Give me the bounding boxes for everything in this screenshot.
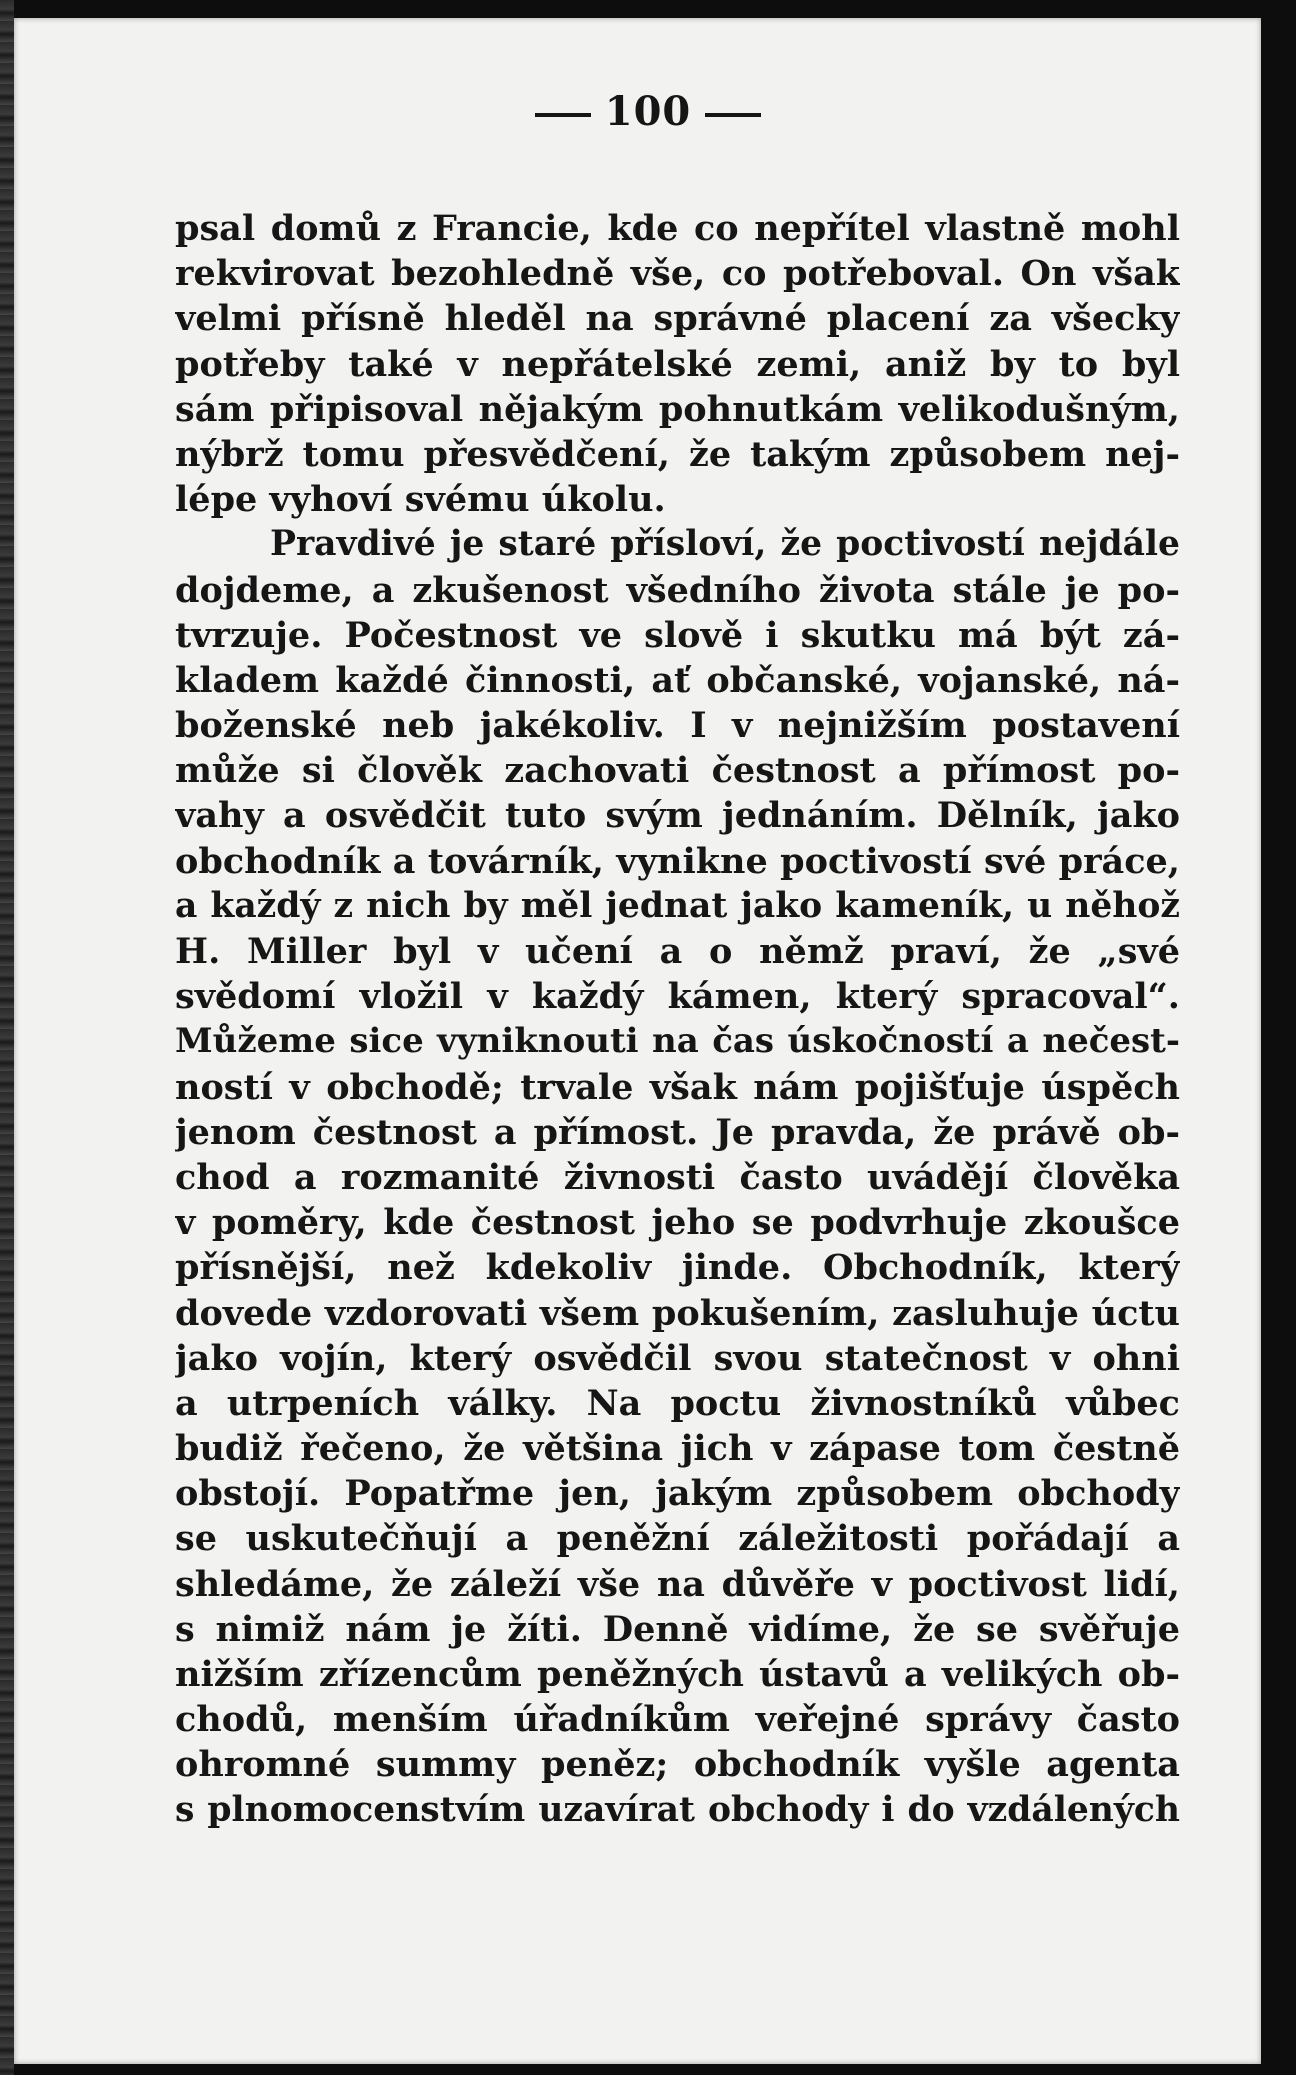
text-line: psal domů z Francie, kde co nepřítel vlastně mohl [175,208,1180,249]
text-line: se uskutečňují a peněžní záležitosti pořádají a [175,1518,1180,1560]
page-number-right-dash [705,113,761,117]
text-line: potřeby také v nepřátelské zemi, aniž by to byl [175,343,1180,385]
text-line: a utrpeních války. Na poctu živnostníků vůbec [175,1382,1180,1424]
page-number [0,88,1296,135]
text-line: chod a rozmanité živnosti často uvádějí člověka [175,1156,1180,1198]
page-number-value: 100 [604,88,692,135]
text-line: chodů, menším úřadníkům veřejné správy často [175,1699,1180,1741]
binding-edge [0,0,14,2075]
text-line: Pravdivé je staré přísloví, že poctivostí nejdále [270,524,1180,565]
text-line: ohromné summy peněz; obchodník vyšle agenta [175,1744,1180,1786]
text-line: nižším zřízencům peněžných ústavů a velikých ob- [175,1654,1180,1695]
text-line: rekvirovat bezohledně vše, co potřeboval. On však [175,253,1180,295]
text-line: lépe vyhoví svému úkolu. [175,479,666,521]
text-line: jako vojín, který osvědčil svou statečnost v ohni [175,1337,1180,1379]
text-line: svědomí vložil v každý kámen, který spracoval“. [175,976,1180,1018]
text-line: a každý z nich by měl jednat jako kameník, u něhož [175,885,1180,926]
text-line: obchodník a továrník, vynikne poctivostí své práce, [175,840,1180,882]
text-line: dovede vzdorovati všem pokušením, zasluhuje úctu [175,1292,1180,1334]
text-line: budiž řečeno, že většina jich v zápase tom čestně [175,1428,1180,1470]
text-line: tvrzuje. Počestnost ve slově i skutku má být zá- [175,614,1180,656]
text-line: velmi přísně hleděl na správné placení za všecky [175,298,1180,340]
text-line: může si člověk zachovati čestnost a přímost po- [175,750,1180,792]
text-line: jenom čestnost a přímost. Je pravda, že právě ob- [175,1111,1180,1153]
text-line: Můžeme sice vyniknouti na čas úskočností a nečest- [175,1021,1180,1062]
text-line: shledáme, že záleží vše na důvěře v poctivost lidí, [175,1563,1180,1605]
text-line: v poměry, kde čestnost jeho se podvrhuje zkoušce [175,1202,1180,1244]
text-line: dojdeme, a zkušenost všedního života stále je po- [175,569,1180,611]
text-line: H. Miller byl v učení a o němž praví, že „své [175,931,1180,972]
text-line: vahy a osvědčit tuto svým jednáním. Dělník, jako [175,795,1180,837]
text-line: kladem každé činnosti, ať občanské, vojanské, ná- [175,659,1180,701]
text-line: nýbrž tomu přesvědčení, že takým způsobem nej- [175,433,1180,475]
text-line: s plnomocenstvím uzavírat obchody i do vzdálených [175,1789,1180,1830]
text-line: s nimiž nám je žíti. Denně vidíme, že se svěřuje [175,1608,1180,1650]
text-line: sám připisoval nějakým pohnutkám velikodušným, [175,388,1180,430]
page-number-left-dash [535,113,591,117]
body-text [175,206,1180,1833]
text-line: ností v obchodě; trvale však nám pojišťuje úspěch [175,1066,1180,1108]
text-line: přísnější, než kdekoliv jinde. Obchodník, který [175,1247,1180,1289]
text-line: obstojí. Popatřme jen, jakým způsobem obchody [175,1473,1180,1515]
text-line: boženské neb jakékoliv. I v nejnižším postavení [175,705,1180,747]
